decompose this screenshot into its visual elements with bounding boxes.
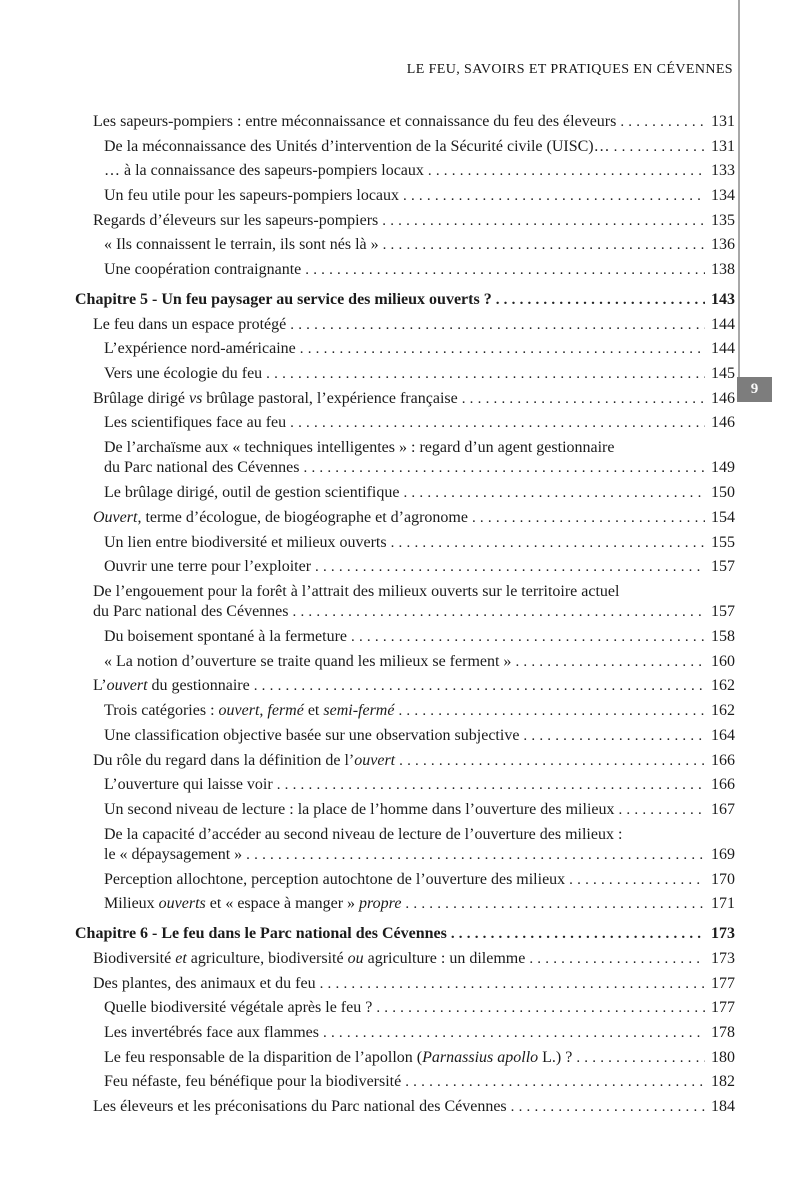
toc-entry-title: Biodiversité et agriculture, biodiversité ou agriculture : un dilemme	[93, 949, 526, 967]
toc-entry-title: Vers une écologie du feu	[104, 364, 263, 382]
toc-entry-title: … à la connaissance des sapeurs-pompiers locaux	[104, 162, 424, 180]
toc-entry	[0, 340, 735, 365]
toc-entry-title: L’ouvert du gestionnaire	[93, 677, 250, 695]
toc-entry-title: De l’engouement pour la forêt à l’attrait des milieux ouverts sur le territoire actuel	[93, 582, 620, 600]
dot-leader	[403, 485, 705, 502]
toc-entry	[0, 1049, 735, 1074]
toc-entry	[0, 1098, 735, 1123]
toc-entry-title: « La notion d’ouverture se traite quand les milieux se ferment »	[104, 652, 512, 670]
dot-leader	[428, 163, 705, 180]
dot-leader	[511, 1099, 705, 1116]
dot-leader	[618, 802, 705, 819]
running-header: LE FEU, SAVOIRS ET PRATIQUES EN CÉVENNES	[406, 62, 733, 77]
toc-entry-page: 184	[711, 1097, 735, 1115]
toc-entry-title: Feu néfaste, feu bénéfique pour la biodiversité	[104, 1073, 402, 1091]
toc-entry-page: 162	[711, 702, 735, 720]
toc-entry-title: Du rôle du regard dans la définition de l’ouvert	[93, 751, 396, 769]
toc-entry	[0, 113, 735, 138]
toc-entry-page: 182	[711, 1073, 735, 1091]
toc-entry-page: 157	[711, 558, 735, 576]
toc-entry	[0, 484, 735, 509]
toc-entry-title: le « dépaysagement »	[104, 846, 243, 864]
dot-leader	[290, 317, 705, 334]
toc-entry-page: 149	[711, 459, 735, 477]
toc-entry-title: Chapitre 5 - Un feu paysager au service des milieux ouverts ?	[75, 290, 492, 308]
toc-entry-page: 131	[711, 137, 735, 155]
dot-leader	[323, 1025, 705, 1042]
dot-leader	[405, 1074, 705, 1091]
toc-entry	[0, 752, 735, 777]
toc-entry-title: Le brûlage dirigé, outil de gestion scientifique	[104, 484, 400, 502]
toc-entry-page: 157	[711, 603, 735, 621]
toc-entry	[0, 534, 735, 559]
toc-entry-title: Une classification objective basée sur une observation subjective	[104, 726, 520, 744]
toc-entry-page: 169	[711, 846, 735, 864]
toc-entry	[0, 653, 735, 678]
toc-entry-page: 170	[711, 870, 735, 888]
toc-entry-page: 173	[711, 949, 735, 967]
toc-entry-page: 180	[711, 1048, 735, 1066]
dot-leader	[290, 415, 705, 432]
dot-leader	[569, 872, 705, 889]
toc-entry-title: Les invertébrés face aux flammes	[104, 1023, 320, 1041]
toc-entry-page: 167	[711, 800, 735, 818]
dot-leader	[382, 213, 705, 230]
toc-entry	[0, 459, 735, 484]
toc-entry	[0, 895, 735, 920]
toc-entry-page: 131	[711, 113, 735, 130]
toc-entry	[0, 628, 735, 653]
toc-entry-title: Un second niveau de lecture : la place de l’homme dans l’ouverture des milieux	[104, 800, 615, 818]
dot-leader	[266, 366, 705, 383]
toc-entry	[0, 138, 735, 163]
dot-leader	[405, 896, 705, 913]
toc-entry-page: 143	[711, 290, 735, 308]
toc-entry-title: Le feu responsable de la disparition de l’apollon (Parnassius apollo L.) ?	[104, 1048, 573, 1066]
toc-entry-page: 158	[711, 628, 735, 646]
toc-entry-title: Les scientifiques face au feu	[104, 414, 287, 432]
dot-leader	[376, 1000, 705, 1017]
toc-chapter-entry	[0, 925, 735, 950]
dot-leader	[304, 460, 706, 477]
toc-entry-title: De la méconnaissance des Unités d’intervention de la Sécurité civile (UISC)…	[104, 137, 610, 155]
dot-leader	[462, 391, 705, 408]
toc-entry-page: 133	[711, 162, 735, 180]
page-edge-line	[738, 0, 740, 377]
toc-entry-page: 164	[711, 726, 735, 744]
toc-entry	[0, 365, 735, 390]
toc-entry	[0, 236, 735, 261]
table-of-contents	[0, 113, 735, 1123]
toc-entry-page: 136	[711, 236, 735, 254]
toc-entry-title: Quelle biodiversité végétale après le feu ?	[104, 999, 373, 1017]
toc-entry-title: L’ouverture qui laisse voir	[104, 776, 273, 794]
toc-entry-page: 144	[711, 315, 735, 333]
dot-leader	[515, 654, 705, 671]
toc-entry-title: De l’archaïsme aux « techniques intelligentes » : regard d’un agent gestionnaire	[104, 438, 615, 456]
toc-entry-title: Regards d’éleveurs sur les sapeurs-pompiers	[93, 211, 379, 229]
toc-entry-title: du Parc national des Cévennes	[93, 603, 289, 621]
dot-leader	[576, 1050, 705, 1067]
toc-entry-title: Brûlage dirigé vs brûlage pastoral, l’expérience française	[93, 389, 458, 407]
dot-leader	[529, 951, 705, 968]
toc-entry	[0, 975, 735, 1000]
dot-leader	[620, 114, 705, 131]
toc-entry	[0, 871, 735, 896]
page-number-tab: 9	[737, 377, 772, 402]
dot-leader	[300, 341, 705, 358]
toc-entry-page: 145	[711, 364, 735, 382]
toc-entry-page: 160	[711, 652, 735, 670]
toc-entry-title: L’expérience nord-américaine	[104, 340, 296, 358]
toc-chapter-entry	[0, 291, 735, 316]
toc-entry-title: Des plantes, des animaux et du feu	[93, 974, 316, 992]
toc-entry	[0, 950, 735, 975]
toc-entry-page: 154	[711, 508, 735, 526]
toc-entry-page: 144	[711, 340, 735, 358]
toc-entry-title: du Parc national des Cévennes	[104, 459, 300, 477]
toc-entry-page: 150	[711, 484, 735, 502]
toc-entry	[0, 776, 735, 801]
toc-entry-page: 177	[711, 974, 735, 992]
toc-entry	[0, 414, 735, 439]
toc-entry-page: 177	[711, 999, 735, 1017]
toc-entry-title: « Ils connaissent le terrain, ils sont nés là »	[104, 236, 379, 254]
toc-entry	[0, 702, 735, 727]
dot-leader	[254, 678, 705, 695]
toc-entry-title: Un lien entre biodiversité et milieux ouverts	[104, 533, 387, 551]
toc-entry-page: 166	[711, 776, 735, 794]
toc-entry	[0, 509, 735, 534]
toc-entry-page: 173	[711, 925, 735, 943]
toc-entry-page: 166	[711, 751, 735, 769]
toc-entry-page: 146	[711, 414, 735, 432]
toc-entry-page: 171	[711, 895, 735, 913]
toc-entry	[0, 212, 735, 237]
toc-entry-title: Une coopération contraignante	[104, 261, 302, 279]
toc-entry-page: 146	[711, 389, 735, 407]
dot-leader	[277, 777, 705, 794]
dot-leader	[403, 188, 705, 205]
toc-entry-page: 134	[711, 187, 735, 205]
toc-entry	[0, 390, 735, 415]
toc-entry-title: Les éleveurs et les préconisations du Parc national des Cévennes	[93, 1097, 507, 1115]
dot-leader	[391, 535, 705, 552]
dot-leader	[399, 753, 705, 770]
toc-entry-title: Chapitre 6 - Le feu dans le Parc national des Cévennes	[75, 925, 447, 943]
toc-entry	[0, 603, 735, 628]
toc-entry	[0, 999, 735, 1024]
dot-leader	[451, 926, 705, 943]
toc-entry-title: Ouvert, terme d’écologue, de biogéographe et d’agronome	[93, 508, 468, 526]
toc-entry-title: Ouvrir une terre pour l’exploiter	[104, 558, 312, 576]
dot-leader	[320, 976, 705, 993]
toc-entry-page: 155	[711, 533, 735, 551]
dot-leader	[305, 262, 705, 279]
dot-leader	[398, 703, 705, 720]
dot-leader	[383, 237, 705, 254]
dot-leader	[246, 847, 705, 864]
toc-entry	[0, 261, 735, 286]
toc-entry-page: 162	[711, 677, 735, 695]
toc-entry	[0, 727, 735, 752]
toc-entry-wrap-line	[0, 439, 735, 460]
dot-leader	[523, 728, 705, 745]
toc-entry-wrap-line	[0, 826, 735, 847]
dot-leader	[614, 139, 705, 156]
dot-leader	[315, 559, 705, 576]
toc-entry	[0, 558, 735, 583]
dot-leader	[351, 629, 705, 646]
toc-entry-title: Perception allochtone, perception autochtone de l’ouverture des milieux	[104, 870, 566, 888]
toc-entry-wrap-line	[0, 583, 735, 604]
toc-entry	[0, 801, 735, 826]
toc-entry-page: 178	[711, 1023, 735, 1041]
toc-entry	[0, 316, 735, 341]
toc-entry-title: Le feu dans un espace protégé	[93, 315, 287, 333]
toc-entry	[0, 1073, 735, 1098]
toc-entry-title: Les sapeurs-pompiers : entre méconnaissance et connaissance du feu des éleveurs	[93, 113, 617, 130]
toc-entry	[0, 677, 735, 702]
toc-entry	[0, 187, 735, 212]
dot-leader	[293, 604, 706, 621]
toc-entry-title: Un feu utile pour les sapeurs-pompiers locaux	[104, 187, 400, 205]
toc-entry-title: Du boisement spontané à la fermeture	[104, 628, 348, 646]
dot-leader	[472, 510, 705, 527]
toc-entry	[0, 846, 735, 871]
toc-entry	[0, 162, 735, 187]
toc-entry-page: 135	[711, 211, 735, 229]
toc-entry	[0, 1024, 735, 1049]
toc-entry-title: Milieux ouverts et « espace à manger » propre	[104, 895, 402, 913]
toc-entry-title: De la capacité d’accéder au second niveau de lecture de l’ouverture des milieux :	[104, 825, 623, 843]
toc-entry-title: Trois catégories : ouvert, fermé et semi-fermé	[104, 702, 395, 720]
dot-leader	[496, 292, 705, 309]
toc-entry-page: 138	[711, 261, 735, 279]
